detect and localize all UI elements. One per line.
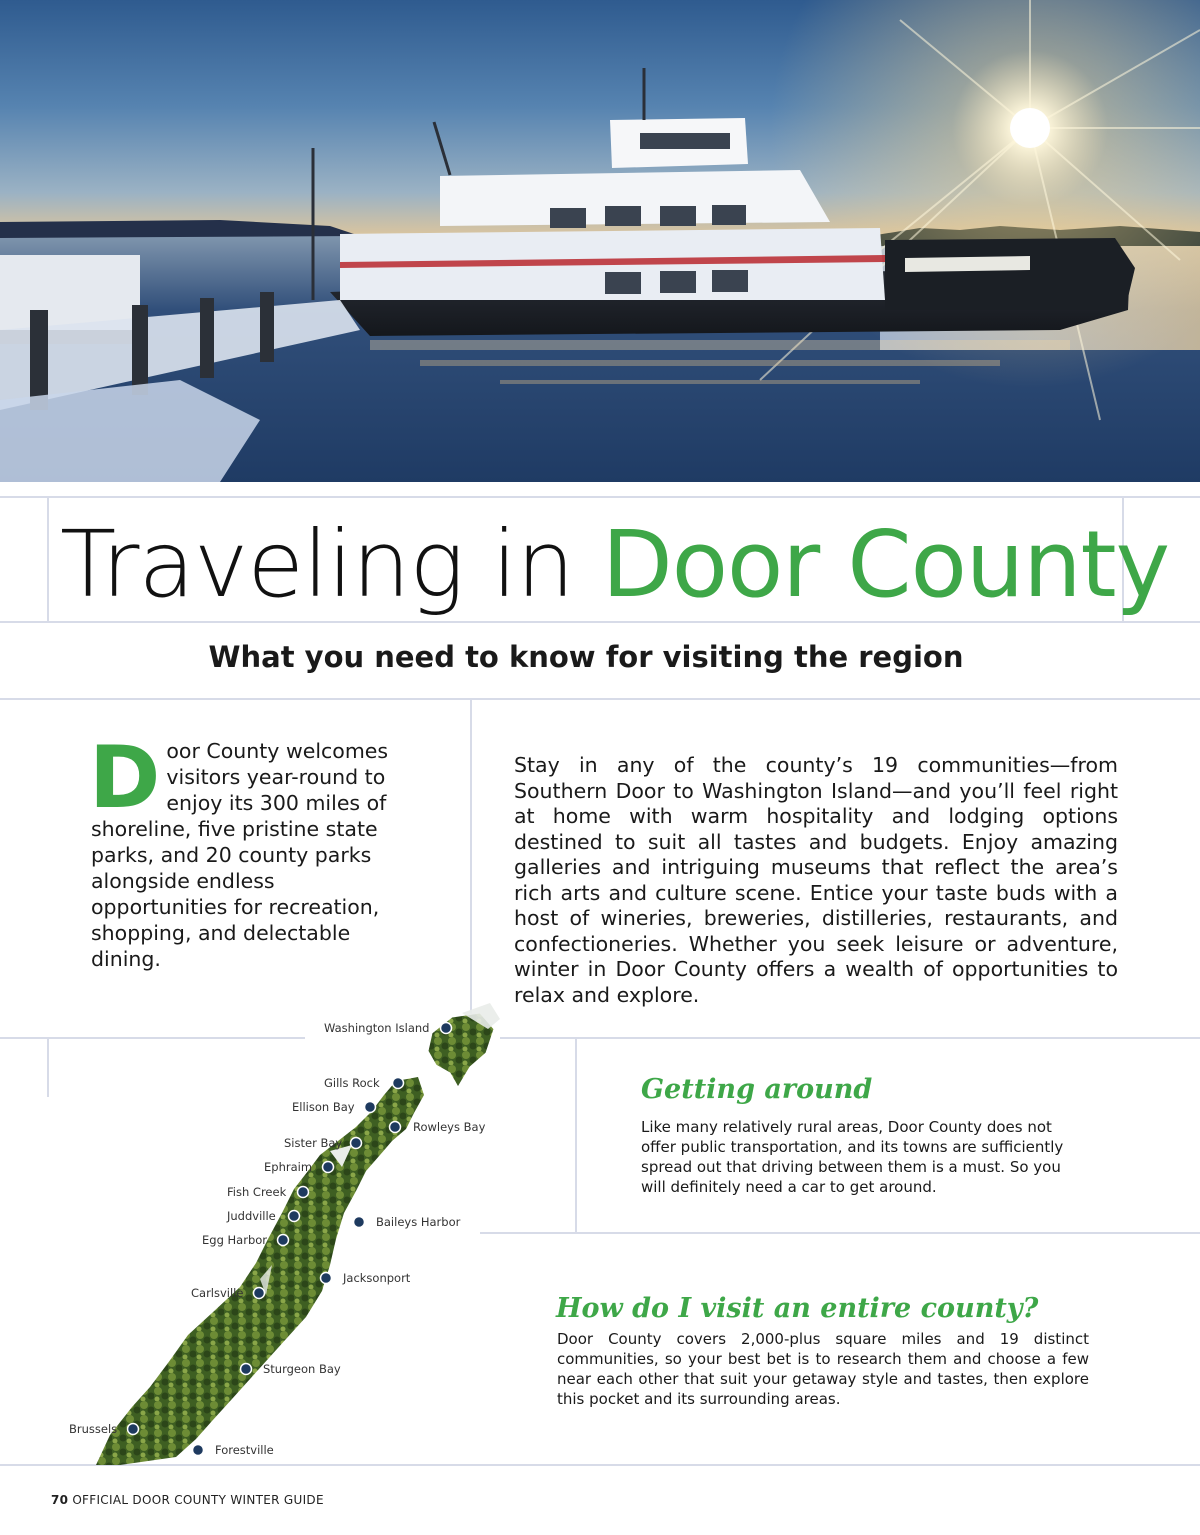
rule-under-title: [0, 621, 1200, 623]
marker-juddville: [289, 1211, 300, 1222]
rule-section-left: [575, 1037, 577, 1234]
marker-egg-harbor: [278, 1235, 289, 1246]
intro-paragraph: [89, 728, 411, 972]
rule-title-left: [47, 496, 49, 623]
label-fish-creek: Fish Creek: [227, 1185, 287, 1199]
title-part-door-county: Door County: [601, 511, 1170, 618]
label-baileys-harbor: Baileys Harbor: [376, 1215, 461, 1229]
marker-sturgeon-bay: [241, 1364, 252, 1375]
rule-top: [0, 496, 1200, 498]
town-markers: [0, 995, 500, 1465]
marker-fish-creek: [298, 1187, 309, 1198]
marker-gills-rock: [393, 1078, 404, 1089]
title-part-traveling: Traveling in: [60, 511, 602, 618]
label-sister-bay: Sister Bay: [284, 1136, 343, 1150]
marker-ephraim: [323, 1162, 334, 1173]
label-jacksonport: Jacksonport: [343, 1271, 411, 1285]
label-rowleys-bay: Rowleys Bay: [413, 1120, 486, 1134]
label-gills-rock: Gills Rock: [324, 1076, 380, 1090]
marker-rowleys-bay: [390, 1122, 401, 1133]
rule-section-divider: [480, 1232, 1200, 1234]
heading-visit-entire-county: How do I visit an entire county?: [556, 1293, 1039, 1324]
marker-baileys-harbor: [354, 1217, 365, 1228]
text-getting-around: Like many relatively rural areas, Door County does not offer public transportation, and its towns are sufficiently spread out that driving between them is a must. So you will definitely need a car to get around.: [641, 1118, 1064, 1196]
label-forestville: Forestville: [215, 1443, 274, 1457]
label-egg-harbor: Egg Harbor: [202, 1233, 268, 1247]
rule-mid-right: [500, 1037, 1200, 1039]
marker-ellison-bay: [365, 1102, 376, 1113]
publication-name: OFFICIAL DOOR COUNTY WINTER GUIDE: [72, 1493, 324, 1507]
label-washington-island: Washington Island: [324, 1021, 430, 1035]
ferry-scene-illustration: [0, 0, 1200, 482]
page-footer: [51, 1493, 324, 1507]
rule-column-divider: [470, 698, 472, 1038]
label-juddville: Juddville: [227, 1209, 276, 1223]
page-title: [60, 511, 1170, 618]
text-visit-entire-county: Door County covers 2,000-plus square miles and 19 distinct communities, so your best bet is to research them and choose a few near each other that suit your getaway style and tastes, then explore this pocket and its surrounding areas.: [557, 1330, 1089, 1408]
door-county-map: [0, 995, 500, 1465]
label-carlsville: Carlsville: [191, 1286, 244, 1300]
label-ellison-bay: Ellison Bay: [292, 1100, 355, 1114]
marker-forestville: [193, 1445, 204, 1456]
intro-text: oor County welcomes visitors year-round to enjoy its 300 miles of shoreline, five pristine state parks, and 20 county parks alongside endless opportunities for recreation, shopping, and delectable dining.: [91, 739, 389, 971]
body-paragraph: Stay in any of the county’s 19 communities—from Southern Door to Washington Island—and you’ll feel right at home with warm hospitality and lodging options destined to suit all tastes and budgets. Enjoy amazing galleries and intriguing museums that reflect the area’s rich arts and culture scene. Entice your taste buds with a host of wineries, breweries, distilleries, restaurants, and confectioneries. Whether you seek leisure or adventure, winter in Door County offers a wealth of opportunities to relax and explore.: [514, 753, 1118, 1007]
heading-getting-around: Getting around: [641, 1074, 873, 1105]
drop-cap: D: [89, 728, 161, 828]
hero-photo-ferry: [0, 0, 1200, 482]
marker-carlsville: [254, 1288, 265, 1299]
page-subtitle: What you need to know for visiting the region: [208, 640, 964, 674]
marker-brussels: [128, 1424, 139, 1435]
page-number: 70: [51, 1493, 69, 1507]
marker-washington-island: [441, 1023, 452, 1034]
label-sturgeon-bay: Sturgeon Bay: [263, 1362, 341, 1376]
marker-sister-bay: [351, 1138, 362, 1149]
label-ephraim: Ephraim: [264, 1160, 313, 1174]
rule-under-subtitle: [0, 698, 1200, 700]
label-brussels: Brussels: [69, 1422, 118, 1436]
marker-jacksonport: [321, 1273, 332, 1284]
